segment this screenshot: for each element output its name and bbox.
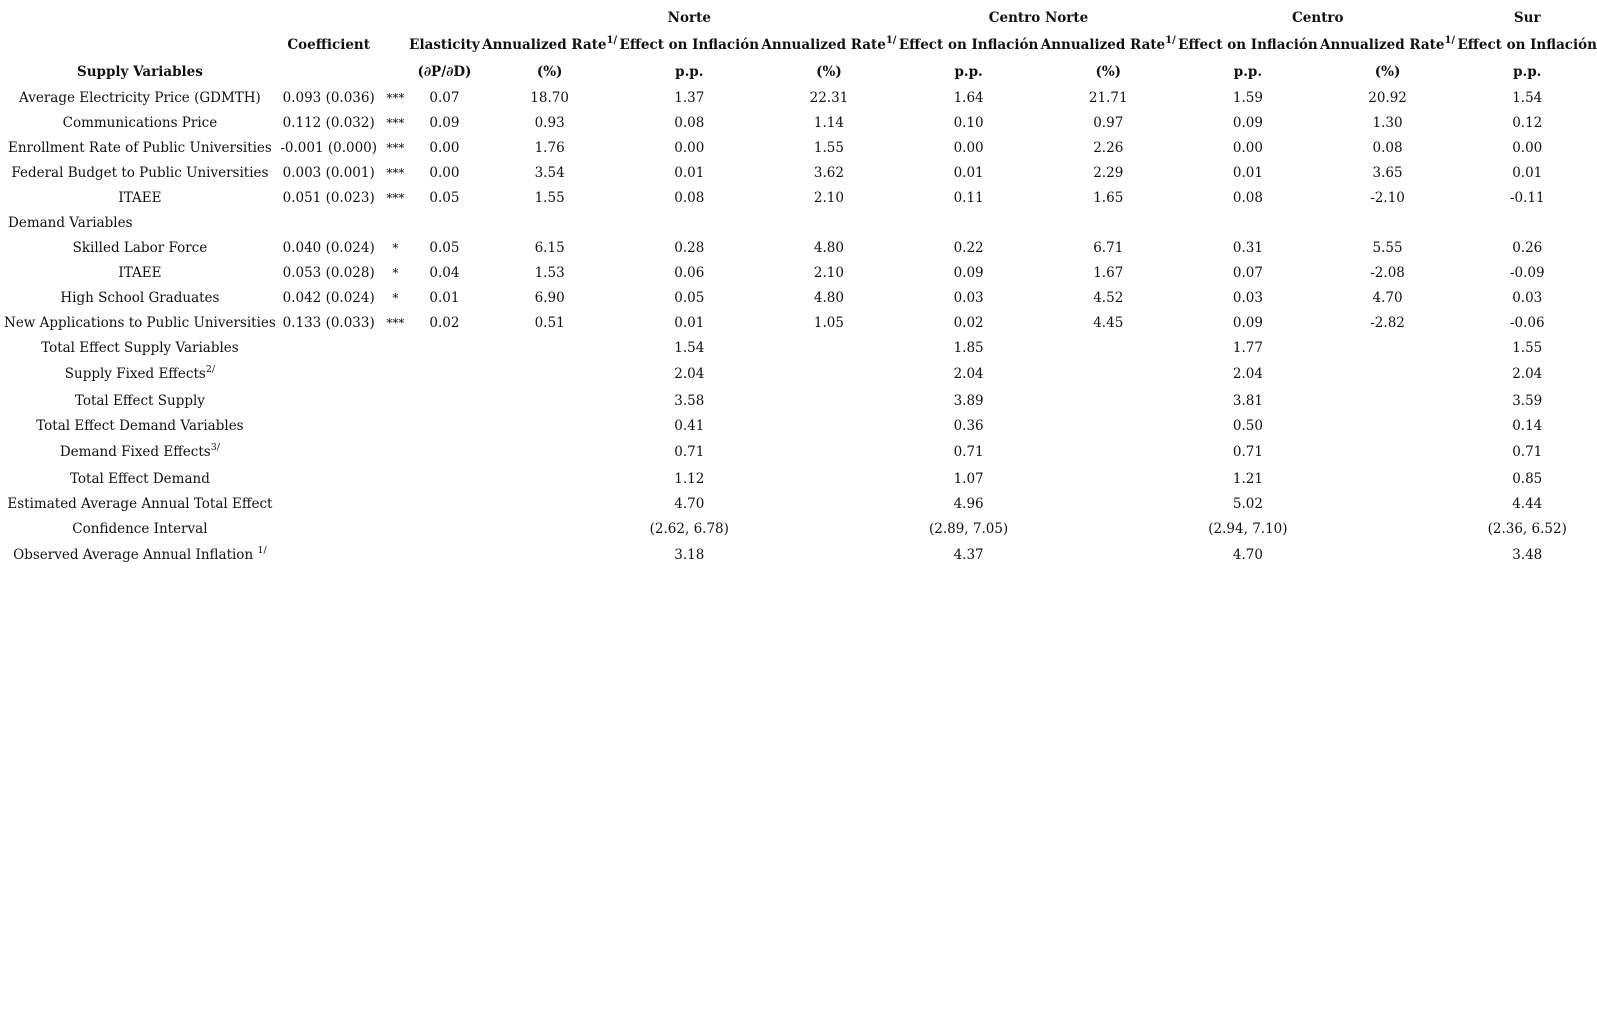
elasticity-cell: 0.01 xyxy=(429,289,460,306)
annualized-rate-cell: 5.55 xyxy=(1372,239,1403,256)
region-centro-norte: Centro Norte xyxy=(988,9,1089,26)
annualized-rate-cell: 1.65 xyxy=(1093,189,1124,206)
effect-cell: 0.07 xyxy=(1232,264,1263,281)
effect-cell: 0.01 xyxy=(674,314,705,331)
elasticity-cell: 0.05 xyxy=(429,239,460,256)
annualized-rate-cell: 2.26 xyxy=(1093,139,1124,156)
summary-label xyxy=(4,516,276,541)
coefficient-header: Coefficient xyxy=(287,36,370,53)
effect-cell: 0.11 xyxy=(953,189,984,206)
annualized-rate-cell: 6.90 xyxy=(534,289,565,306)
effect-cell: -0.11 xyxy=(1509,189,1545,206)
annualized-rate-cell: 4.80 xyxy=(813,239,844,256)
variable-label: High School Graduates xyxy=(60,289,220,306)
table-row xyxy=(4,85,1597,110)
summary-label xyxy=(4,438,276,466)
supply-variables-title: Supply Variables xyxy=(76,63,203,80)
summary-label-text: Total Effect Supply Variables xyxy=(41,339,239,356)
effect-cell: 0.12 xyxy=(1512,114,1543,131)
summary-value: 3.18 xyxy=(674,547,705,563)
significance-stars: *** xyxy=(386,190,405,205)
effect-cell: 0.08 xyxy=(674,189,705,206)
summary-label-text: Estimated Average Annual Total Effect xyxy=(7,495,273,512)
annualized-rate-cell: 1.55 xyxy=(813,139,844,156)
coefficient-cell: 0.133 (0.033) xyxy=(282,314,375,331)
effect-cell: 1.37 xyxy=(674,89,705,106)
effect-cell: 0.00 xyxy=(1232,139,1263,156)
significance-stars: *** xyxy=(386,90,405,105)
table-row xyxy=(4,110,1597,135)
summary-value: (2.62, 6.78) xyxy=(649,520,729,537)
demand-variables-row xyxy=(4,210,1597,235)
effect-cell: 1.59 xyxy=(1232,89,1263,106)
significance-stars: * xyxy=(392,290,399,305)
summary-row xyxy=(4,466,1597,491)
effect-cell: 0.09 xyxy=(1232,114,1263,131)
coefficient-cell: 0.040 (0.024) xyxy=(282,239,375,256)
annualized-rate-cell: 1.76 xyxy=(534,139,565,156)
summary-value: 3.48 xyxy=(1512,547,1543,563)
significance-stars: *** xyxy=(386,115,405,130)
effect-cell: 0.02 xyxy=(953,314,984,331)
annualized-rate-cell: 2.10 xyxy=(813,264,844,281)
summary-label-text: Total Effect Supply xyxy=(74,392,205,409)
summary-value: 1.07 xyxy=(953,470,984,487)
summary-value: 0.50 xyxy=(1232,417,1263,434)
summary-value: 3.89 xyxy=(953,392,984,409)
summary-value: 2.04 xyxy=(1232,366,1263,382)
summary-value: 4.70 xyxy=(1232,547,1263,563)
summary-value: 4.44 xyxy=(1512,495,1543,512)
summary-value: 0.71 xyxy=(953,444,984,460)
effect-cell: 0.00 xyxy=(953,139,984,156)
elasticity-header: Elasticity xyxy=(409,36,480,53)
effect-cell: 0.03 xyxy=(1512,289,1543,306)
annualized-rate-cell: 1.30 xyxy=(1372,114,1403,131)
annualized-rate-cell: 2.29 xyxy=(1093,164,1124,181)
summary-value: 0.85 xyxy=(1512,470,1543,487)
effect-cell: 0.03 xyxy=(953,289,984,306)
annualized-rate-cell: 1.67 xyxy=(1093,264,1124,281)
table-row xyxy=(4,235,1597,260)
elasticity-cell: 0.00 xyxy=(429,139,460,156)
table-row xyxy=(4,285,1597,310)
summary-value: 0.71 xyxy=(1232,444,1263,460)
summary-label xyxy=(4,335,276,360)
elasticity-cell: 0.09 xyxy=(429,114,460,131)
effect-unit: p.p. xyxy=(954,63,983,80)
variable-label: Enrollment Rate of Public Universities xyxy=(7,139,272,156)
annualized-rate-cell: 2.10 xyxy=(813,189,844,206)
effect-header: Effect on Inflación xyxy=(1178,36,1318,53)
significance-stars: *** xyxy=(386,315,405,330)
annualized-rate-cell: 22.31 xyxy=(809,89,849,106)
effect-cell: 0.28 xyxy=(674,239,705,256)
demand-variables-title: Demand Variables xyxy=(8,214,133,231)
effect-unit: p.p. xyxy=(675,63,704,80)
annualized-rate-cell: 1.05 xyxy=(813,314,844,331)
annualized-rate-header: Annualized Rate$^{1/}$ xyxy=(1320,34,1456,53)
elasticity-subheader: (∂P/∂D) xyxy=(417,63,472,80)
summary-value: 4.70 xyxy=(674,495,705,512)
effect-cell: 0.01 xyxy=(1512,164,1543,181)
summary-row xyxy=(4,413,1597,438)
summary-value: 4.96 xyxy=(953,495,984,512)
annualized-rate-cell: -2.08 xyxy=(1370,264,1405,281)
effect-cell: 0.08 xyxy=(1232,189,1263,206)
table-row xyxy=(4,260,1597,285)
rate-unit: (%) xyxy=(536,63,563,80)
annualized-rate-cell: 6.71 xyxy=(1093,239,1124,256)
annualized-rate-cell: 1.53 xyxy=(534,264,565,281)
summary-label xyxy=(4,491,276,516)
summary-value: 1.12 xyxy=(674,470,705,487)
table-row xyxy=(4,160,1597,185)
summary-value: 2.04 xyxy=(953,366,984,382)
effect-unit: p.p. xyxy=(1513,63,1542,80)
significance-stars: *** xyxy=(386,165,405,180)
effect-cell: -0.09 xyxy=(1509,264,1545,281)
effect-cell: 0.00 xyxy=(674,139,705,156)
variable-label: ITAEE xyxy=(118,264,162,281)
summary-label-text: Observed Average Annual Inflation xyxy=(13,547,258,563)
coefficient-cell: 0.003 (0.001) xyxy=(282,164,375,181)
summary-value: (2.36, 6.52) xyxy=(1487,520,1567,537)
significance-stars: * xyxy=(392,240,399,255)
summary-value: 1.85 xyxy=(953,339,984,356)
effect-cell: 0.00 xyxy=(1512,139,1543,156)
elasticity-cell: 0.07 xyxy=(429,89,460,106)
annualized-rate-cell: 6.15 xyxy=(534,239,565,256)
effect-header: Effect on Inflación xyxy=(619,36,760,53)
effect-unit: p.p. xyxy=(1233,63,1263,80)
annualized-rate-cell: 21.71 xyxy=(1088,89,1128,106)
rate-unit: (%) xyxy=(1374,63,1401,80)
annualized-rate-header: Annualized Rate$^{1/}$ xyxy=(1040,34,1176,53)
variable-label: ITAEE xyxy=(118,189,162,206)
effect-cell: 0.09 xyxy=(953,264,984,281)
summary-label-text: Demand Fixed Effects xyxy=(59,444,211,460)
summary-value: (2.89, 7.05) xyxy=(928,520,1009,537)
table-row xyxy=(4,135,1597,160)
table-row xyxy=(4,185,1597,210)
summary-row xyxy=(4,491,1597,516)
effect-cell: 0.10 xyxy=(953,114,984,131)
footnote-marker: 3/ xyxy=(210,442,220,453)
header-row-regions xyxy=(4,4,1597,31)
summary-value: 0.71 xyxy=(674,444,705,460)
region-centro: Centro xyxy=(1292,9,1344,26)
effect-cell: 1.64 xyxy=(953,89,984,106)
effect-cell: 0.03 xyxy=(1232,289,1263,306)
annualized-rate-cell: -2.10 xyxy=(1370,189,1405,206)
summary-value: 1.55 xyxy=(1512,339,1543,356)
annualized-rate-cell: 1.55 xyxy=(534,189,565,206)
regional-effects-table xyxy=(4,4,1597,569)
effect-cell: 0.31 xyxy=(1232,239,1263,256)
effect-cell: 0.08 xyxy=(674,114,705,131)
header-row-units xyxy=(4,58,1597,85)
annualized-rate-header: Annualized Rate$^{1/}$ xyxy=(761,34,897,53)
coefficient-cell: 0.051 (0.023) xyxy=(282,189,375,206)
annualized-rate-cell: 0.08 xyxy=(1372,139,1403,156)
annualized-rate-cell: 1.14 xyxy=(813,114,844,131)
summary-label-text: Confidence Interval xyxy=(72,520,208,537)
rate-unit: (%) xyxy=(816,63,842,80)
annualized-rate-cell: 4.70 xyxy=(1372,289,1403,306)
effect-cell: 0.01 xyxy=(674,164,705,181)
elasticity-cell: 0.05 xyxy=(429,189,460,206)
summary-value: 1.54 xyxy=(674,339,705,356)
summary-value: 5.02 xyxy=(1232,495,1263,512)
variable-label: New Applications to Public Universities xyxy=(4,314,276,331)
summary-value: 0.71 xyxy=(1512,444,1543,460)
region-norte: Norte xyxy=(667,9,711,26)
effect-header: Effect on Inflación xyxy=(898,36,1039,53)
summary-row xyxy=(4,335,1597,360)
footnote-marker: 2/ xyxy=(205,364,216,375)
summary-row xyxy=(4,438,1597,466)
header-row-labels xyxy=(4,31,1597,58)
elasticity-cell: 0.04 xyxy=(429,264,460,281)
significance-stars: * xyxy=(392,265,399,280)
variable-label: Average Electricity Price (GDMTH) xyxy=(19,89,261,106)
annualized-rate-cell: 4.45 xyxy=(1093,314,1124,331)
effect-cell: 0.06 xyxy=(674,264,705,281)
effect-cell: 0.01 xyxy=(1232,164,1263,181)
annualized-rate-cell: 0.97 xyxy=(1093,114,1124,131)
coefficient-cell: 0.093 (0.036) xyxy=(282,89,375,106)
annualized-rate-cell: 0.93 xyxy=(534,114,565,131)
annualized-rate-cell: 3.54 xyxy=(534,164,565,181)
summary-label-text: Total Effect Demand Variables xyxy=(36,417,244,434)
annualized-rate-cell: 0.51 xyxy=(534,314,565,331)
annualized-rate-cell: 18.70 xyxy=(530,89,569,106)
coefficient-cell: 0.053 (0.028) xyxy=(282,264,375,281)
summary-label-text: Supply Fixed Effects xyxy=(64,366,206,382)
coefficient-cell: 0.042 (0.024) xyxy=(282,289,375,306)
annualized-rate-cell: 4.52 xyxy=(1093,289,1124,306)
summary-value: 3.59 xyxy=(1512,392,1543,409)
elasticity-cell: 0.00 xyxy=(429,164,460,181)
summary-label xyxy=(4,466,276,491)
effect-cell: -0.06 xyxy=(1509,314,1545,331)
summary-value: 2.04 xyxy=(674,366,705,382)
summary-row xyxy=(4,541,1597,569)
summary-value: 1.77 xyxy=(1232,339,1263,356)
effect-cell: 0.26 xyxy=(1512,239,1543,256)
summary-value: 0.41 xyxy=(674,417,705,434)
annualized-rate-cell: 3.65 xyxy=(1372,164,1403,181)
effect-cell: 0.05 xyxy=(674,289,705,306)
annualized-rate-header: Annualized Rate$^{1/}$ xyxy=(482,34,618,53)
variable-label: Federal Budget to Public Universities xyxy=(11,164,269,181)
footnote-marker: 1/ xyxy=(257,545,267,556)
coefficient-cell: -0.001 (0.000) xyxy=(280,139,378,156)
annualized-rate-cell: 3.62 xyxy=(813,164,844,181)
summary-row xyxy=(4,388,1597,413)
elasticity-cell: 0.02 xyxy=(429,314,460,331)
significance-stars: *** xyxy=(386,140,405,155)
coefficient-cell: 0.112 (0.032) xyxy=(282,114,375,131)
summary-value: 0.36 xyxy=(953,417,984,434)
summary-value: (2.94, 7.10) xyxy=(1208,520,1288,537)
summary-label xyxy=(4,360,276,388)
summary-value: 3.58 xyxy=(674,392,705,409)
region-sur: Sur xyxy=(1513,9,1541,26)
summary-row xyxy=(4,516,1597,541)
effect-cell: 1.54 xyxy=(1512,89,1543,106)
rate-unit: (%) xyxy=(1095,63,1122,80)
summary-label-text: Total Effect Demand xyxy=(69,470,210,487)
summary-value: 4.37 xyxy=(953,547,984,563)
effect-header: Effect on Inflación xyxy=(1457,36,1597,53)
summary-label xyxy=(4,388,276,413)
table-row xyxy=(4,310,1597,335)
variable-label: Skilled Labor Force xyxy=(72,239,208,256)
annualized-rate-cell: 20.92 xyxy=(1368,89,1407,106)
summary-label xyxy=(4,413,276,438)
effect-cell: 0.22 xyxy=(953,239,984,256)
summary-value: 3.81 xyxy=(1232,392,1263,409)
summary-label xyxy=(4,541,276,569)
variable-label: Communications Price xyxy=(62,114,218,131)
effect-cell: 0.09 xyxy=(1232,314,1263,331)
effect-cell: 0.01 xyxy=(953,164,984,181)
summary-value: 0.14 xyxy=(1512,417,1543,434)
annualized-rate-cell: 4.80 xyxy=(813,289,844,306)
summary-value: 1.21 xyxy=(1232,470,1263,487)
summary-value: 2.04 xyxy=(1512,366,1543,382)
annualized-rate-cell: -2.82 xyxy=(1370,314,1405,331)
summary-row xyxy=(4,360,1597,388)
